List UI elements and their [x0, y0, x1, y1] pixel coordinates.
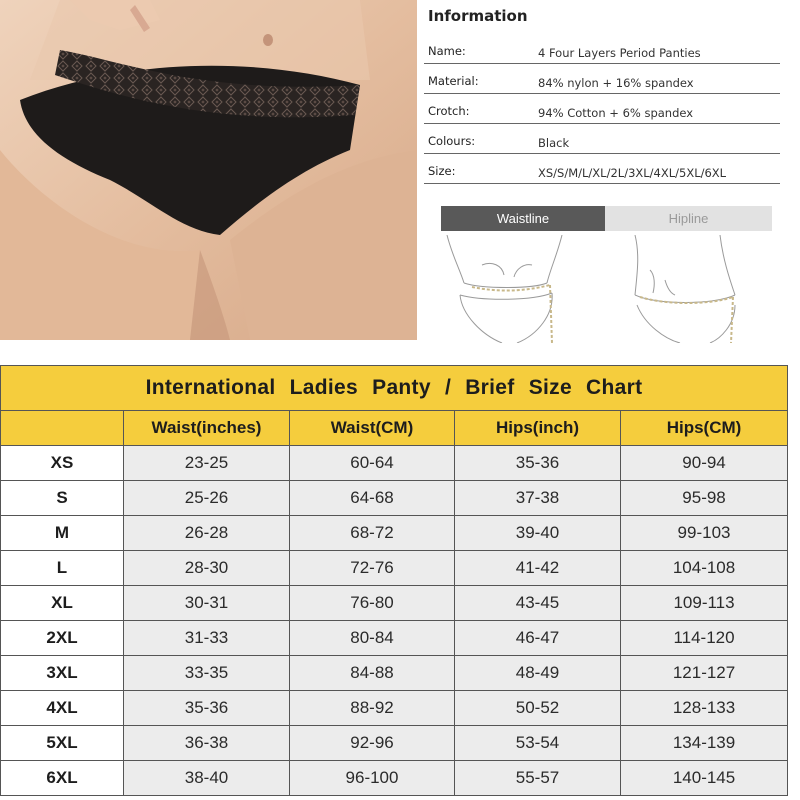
size-label: 3XL	[1, 656, 124, 691]
info-row-name	[424, 34, 780, 64]
size-label: 4XL	[1, 691, 124, 726]
waist-inches-cell: 25-26	[124, 481, 290, 516]
waist-cm-cell: 84-88	[290, 656, 455, 691]
waist-cm-cell: 64-68	[290, 481, 455, 516]
hips-cm-cell: 140-145	[621, 761, 788, 796]
hips-cm-cell: 90-94	[621, 446, 788, 481]
info-label: Colours:	[428, 134, 476, 148]
info-label: Material:	[428, 74, 479, 88]
tab-waistline[interactable]: Waistline	[441, 206, 605, 231]
waist-cm-cell: 92-96	[290, 726, 455, 761]
waist-inches-cell: 26-28	[124, 516, 290, 551]
waist-cm-cell: 60-64	[290, 446, 455, 481]
size-label: S	[1, 481, 124, 516]
size-label: M	[1, 516, 124, 551]
product-photo	[0, 0, 417, 340]
table-row	[1, 551, 788, 586]
size-chart	[0, 365, 788, 796]
hips-inch-cell: 39-40	[455, 516, 621, 551]
info-row-material	[424, 64, 780, 94]
size-label: 6XL	[1, 761, 124, 796]
hips-inch-cell: 37-38	[455, 481, 621, 516]
hips-inch-cell: 43-45	[455, 586, 621, 621]
waist-cm-cell: 68-72	[290, 516, 455, 551]
hips-cm-cell: 121-127	[621, 656, 788, 691]
size-label: 5XL	[1, 726, 124, 761]
info-row-crotch	[424, 94, 780, 124]
waist-cm-cell: 76-80	[290, 586, 455, 621]
info-label: Name:	[428, 44, 466, 58]
header-waist-inches: Waist(inches)	[124, 411, 290, 446]
hips-inch-cell: 41-42	[455, 551, 621, 586]
hips-cm-cell: 114-120	[621, 621, 788, 656]
hip-measure-sketch	[625, 235, 755, 343]
table-row	[1, 691, 788, 726]
info-title: Information	[428, 7, 528, 25]
waist-inches-cell: 36-38	[124, 726, 290, 761]
table-row	[1, 516, 788, 551]
header-hips-inch: Hips(inch)	[455, 411, 621, 446]
table-row	[1, 446, 788, 481]
hips-inch-cell: 48-49	[455, 656, 621, 691]
hips-cm-cell: 99-103	[621, 516, 788, 551]
table-row	[1, 726, 788, 761]
header-size	[1, 411, 124, 446]
chart-title: International Ladies Panty / Brief Size Chart	[1, 366, 788, 411]
hips-inch-cell: 35-36	[455, 446, 621, 481]
table-row	[1, 621, 788, 656]
info-value: Black	[538, 136, 570, 150]
info-panel	[420, 0, 800, 345]
size-label: L	[1, 551, 124, 586]
hips-inch-cell: 53-54	[455, 726, 621, 761]
info-label: Crotch:	[428, 104, 470, 118]
info-value: 4 Four Layers Period Panties	[538, 46, 701, 60]
size-label: XL	[1, 586, 124, 621]
waist-inches-cell: 35-36	[124, 691, 290, 726]
waist-cm-cell: 96-100	[290, 761, 455, 796]
info-row-colours	[424, 124, 780, 154]
hips-cm-cell: 128-133	[621, 691, 788, 726]
hips-cm-cell: 134-139	[621, 726, 788, 761]
hips-inch-cell: 46-47	[455, 621, 621, 656]
header-waist-cm: Waist(CM)	[290, 411, 455, 446]
info-row-size	[424, 154, 780, 184]
waist-measure-sketch	[442, 235, 572, 343]
waist-inches-cell: 38-40	[124, 761, 290, 796]
waist-inches-cell: 28-30	[124, 551, 290, 586]
header-hips-cm: Hips(CM)	[621, 411, 788, 446]
waist-cm-cell: 88-92	[290, 691, 455, 726]
size-label: 2XL	[1, 621, 124, 656]
waist-cm-cell: 72-76	[290, 551, 455, 586]
hips-cm-cell: 95-98	[621, 481, 788, 516]
table-row	[1, 656, 788, 691]
waist-inches-cell: 33-35	[124, 656, 290, 691]
tab-hipline[interactable]: Hipline	[605, 206, 772, 231]
table-row	[1, 481, 788, 516]
table-row	[1, 761, 788, 796]
hips-inch-cell: 50-52	[455, 691, 621, 726]
info-value: 84% nylon + 16% spandex	[538, 76, 694, 90]
hips-inch-cell: 55-57	[455, 761, 621, 796]
info-label: Size:	[428, 164, 456, 178]
info-value: 94% Cotton + 6% spandex	[538, 106, 694, 120]
size-label: XS	[1, 446, 124, 481]
waist-inches-cell: 23-25	[124, 446, 290, 481]
waist-inches-cell: 31-33	[124, 621, 290, 656]
hips-cm-cell: 104-108	[621, 551, 788, 586]
measure-tabs	[441, 206, 772, 231]
info-value: XS/S/M/L/XL/2L/3XL/4XL/5XL/6XL	[538, 166, 727, 180]
waist-cm-cell: 80-84	[290, 621, 455, 656]
waist-inches-cell: 30-31	[124, 586, 290, 621]
hips-cm-cell: 109-113	[621, 586, 788, 621]
product-photo-illustration	[0, 0, 417, 340]
table-row	[1, 586, 788, 621]
